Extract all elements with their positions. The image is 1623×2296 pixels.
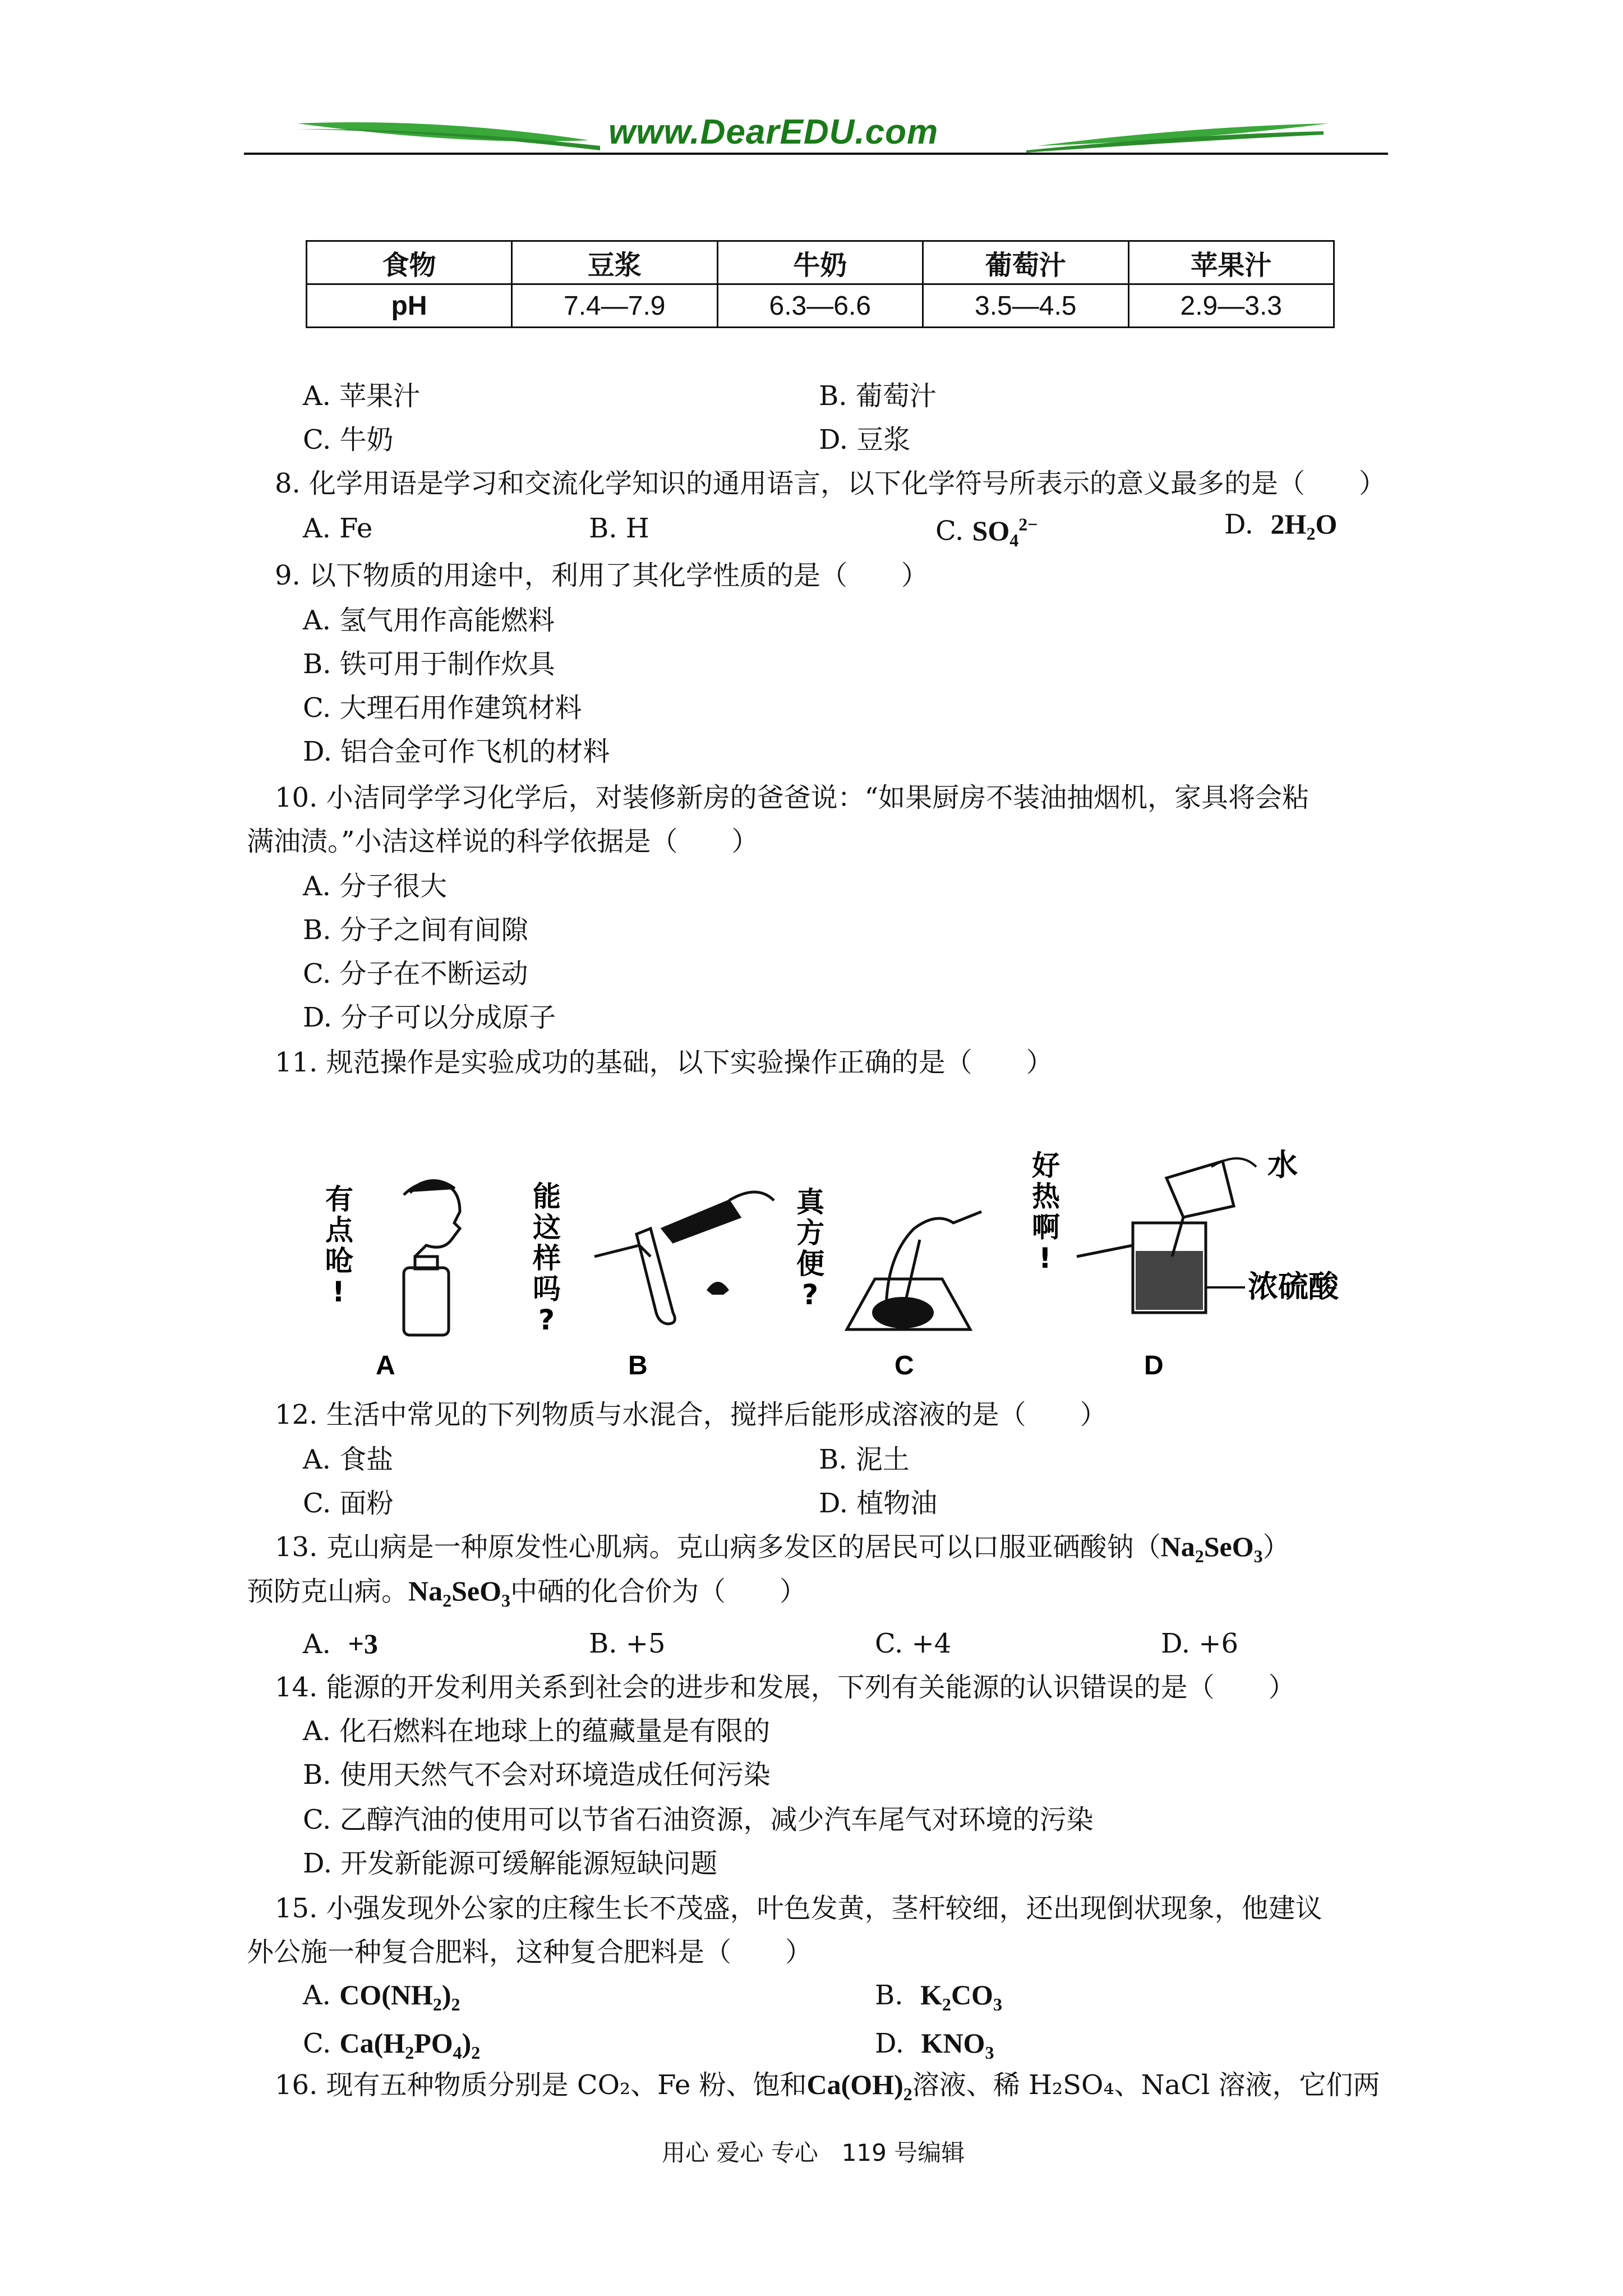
q13-option-a[interactable]: A. +3: [303, 1628, 378, 1660]
page-footer: 用心 爱心 专心 119 号编辑: [662, 2139, 965, 2166]
panel-d-acid-label: 浓硫酸: [1248, 1269, 1339, 1304]
table-header-cell: 食物: [307, 241, 512, 284]
q14-option-c[interactable]: C. 乙醇汽油的使用可以节省石油资源，减少汽车尾气对环境的污染: [303, 1804, 1094, 1835]
q14-stem: 14. 能源的开发利用关系到社会的进步和发展，下列有关能源的认识错误的是（ ）: [275, 1672, 1295, 1703]
q7-option-b[interactable]: B. 葡萄汁: [819, 380, 937, 412]
panel-d-text: 好: [1032, 1149, 1060, 1182]
table-cell: 3.5—4.5: [923, 284, 1129, 328]
panel-label-d: D: [1144, 1351, 1164, 1381]
q11-stem: 11. 规范操作是实验成功的基础，以下实验操作正确的是（ ）: [275, 1047, 1053, 1078]
q10-option-a[interactable]: A. 分子很大: [303, 871, 448, 902]
q12-option-d[interactable]: D. 植物油: [819, 1488, 938, 1519]
table-header-cell: 苹果汁: [1128, 241, 1334, 284]
panel-d-text: 啊: [1032, 1211, 1060, 1244]
panel-b-text: 能: [533, 1180, 561, 1213]
q10-option-b[interactable]: B. 分子之间有间隙: [303, 914, 528, 946]
q9-option-d[interactable]: D. 铝合金可作飞机的材料: [303, 736, 610, 767]
table-header-cell: 葡萄汁: [923, 241, 1129, 284]
logo-text[interactable]: www.DearEDU.com: [608, 113, 939, 151]
q14-option-d[interactable]: D. 开发新能源可缓解能源短缺问题: [303, 1848, 718, 1879]
panel-c-text: 便: [796, 1248, 824, 1280]
q12-option-a[interactable]: A. 食盐: [303, 1444, 394, 1475]
q15-option-c[interactable]: C. $Ca(H_2PO_4)_2$: [303, 2027, 481, 2063]
panel-c-weighing-illustration: [796, 1186, 981, 1329]
table-header-cell: 豆浆: [512, 241, 718, 284]
q9-option-b[interactable]: B. 铁可用于制作炊具: [303, 648, 555, 680]
panel-label-c: C: [895, 1351, 914, 1381]
panel-b-text: 吗: [533, 1273, 561, 1305]
q15-option-d[interactable]: D. $KNO_3$: [875, 2027, 994, 2063]
table-row: [307, 241, 1334, 284]
panel-a-text: 点: [325, 1214, 353, 1246]
q8-stem: 8. 化学用语是学习和交流化学知识的通用语言，以下化学符号所表示的意义最多的是（ ）: [275, 468, 1386, 499]
q12-option-b[interactable]: B. 泥土: [819, 1444, 910, 1475]
q8-option-b[interactable]: B. H: [589, 513, 649, 544]
panel-b-text: ?: [538, 1304, 555, 1336]
q13-stem-line1: 13. 克山病是一种原发性心肌病。克山病多发区的居民可以口服亚硒酸钠$(Na_2SeO_3)$: [275, 1531, 1290, 1566]
q8-option-c[interactable]: C. $SO_4^{2-}$: [935, 514, 1038, 550]
panel-a-text: 有: [325, 1183, 353, 1216]
table-cell: 2.9—3.3: [1128, 284, 1334, 328]
panel-label-b: B: [628, 1351, 648, 1381]
table-row: [307, 284, 1334, 328]
panel-c-text: ?: [802, 1278, 819, 1311]
q10-option-d[interactable]: D. 分子可以分成原子: [303, 1002, 556, 1033]
q15-stem-line1: 15. 小强发现外公家的庄稼生长不茂盛，叶色发黄，茎杆较细，还出现倒状现象，他建议: [275, 1893, 1322, 1924]
q15-option-a[interactable]: A. $CO(NH_2)_2$: [303, 1979, 460, 2014]
panel-d-text: !: [1039, 1242, 1052, 1274]
panel-d-text: 热: [1032, 1180, 1060, 1213]
q10-stem-line1: 10. 小洁同学学习化学后，对装修新房的爸爸说：“如果厨房不装油抽烟机，家具将会粘: [275, 782, 1310, 813]
q13-option-d[interactable]: D. +6: [1161, 1628, 1239, 1659]
table-cell: 7.4—7.9: [512, 284, 718, 328]
q7-option-d[interactable]: D. 豆浆: [819, 424, 911, 455]
q14-option-a[interactable]: A. 化石燃料在地球上的蕴藏量是有限的: [303, 1715, 771, 1747]
q14-option-b[interactable]: B. 使用天然气不会对环境造成任何污染: [303, 1759, 771, 1791]
q16-stem: 16. 现有五种物质分别是 CO₂、Fe 粉、饱和$Ca(OH)_2$溶液、稀 H₂SO₄、NaCl 溶液，它们两: [275, 2069, 1380, 2104]
panel-b-text: 样: [533, 1242, 561, 1274]
q8-option-d[interactable]: D. $2H_2O$: [1224, 508, 1338, 544]
panel-d-diluting-illustration: [1032, 1147, 1339, 1313]
panel-d-water-label: 水: [1267, 1147, 1298, 1182]
header-rule: [244, 153, 1388, 155]
panel-a-smelling-illustration: [325, 1181, 460, 1335]
q7-option-c[interactable]: C. 牛奶: [303, 424, 394, 455]
q9-option-a[interactable]: A. 氢气用作高能燃料: [303, 605, 555, 636]
q15-option-b[interactable]: B. $K_2CO_3$: [875, 1979, 1002, 2014]
q9-option-c[interactable]: C. 大理石用作建筑材料: [303, 692, 582, 724]
table-cell: 6.3—6.6: [717, 284, 923, 328]
q7-option-a[interactable]: A. 苹果汁: [303, 380, 421, 412]
q8-option-a[interactable]: A. Fe: [303, 513, 373, 544]
q10-stem-line2: 满油渍。”小洁这样说的科学依据是（ ）: [247, 826, 759, 857]
panel-a-text: !: [332, 1276, 345, 1308]
panel-c-text: 真: [796, 1186, 824, 1218]
q13-stem-line2: 预防克山病。$Na_2SeO_3$中硒的化合价为（ ）: [247, 1575, 807, 1611]
q10-option-c[interactable]: C. 分子在不断运动: [303, 958, 528, 990]
lab-operations-figure: [292, 1144, 1357, 1386]
panel-c-text: 方: [796, 1217, 824, 1249]
panel-a-text: 呛: [325, 1245, 353, 1277]
panel-b-pouring-illustration: [532, 1180, 774, 1336]
table-header-cell: 牛奶: [717, 241, 923, 284]
q9-stem: 9. 以下物质的用途中，利用了其化学性质的是（ ）: [275, 560, 929, 591]
q15-stem-line2: 外公施一种复合肥料，这种复合肥料是（ ）: [247, 1936, 813, 1968]
table-cell: pH: [307, 284, 512, 328]
q12-option-c[interactable]: C. 面粉: [303, 1488, 394, 1519]
panel-b-text: 这: [533, 1211, 561, 1244]
ph-table: [306, 240, 1335, 328]
q13-option-c[interactable]: C. +4: [875, 1628, 952, 1659]
q12-stem: 12. 生活中常见的下列物质与水混合，搅拌后能形成溶液的是（ ）: [275, 1399, 1107, 1430]
panel-label-a: A: [376, 1351, 395, 1381]
q13-option-b[interactable]: B. +5: [589, 1628, 666, 1659]
